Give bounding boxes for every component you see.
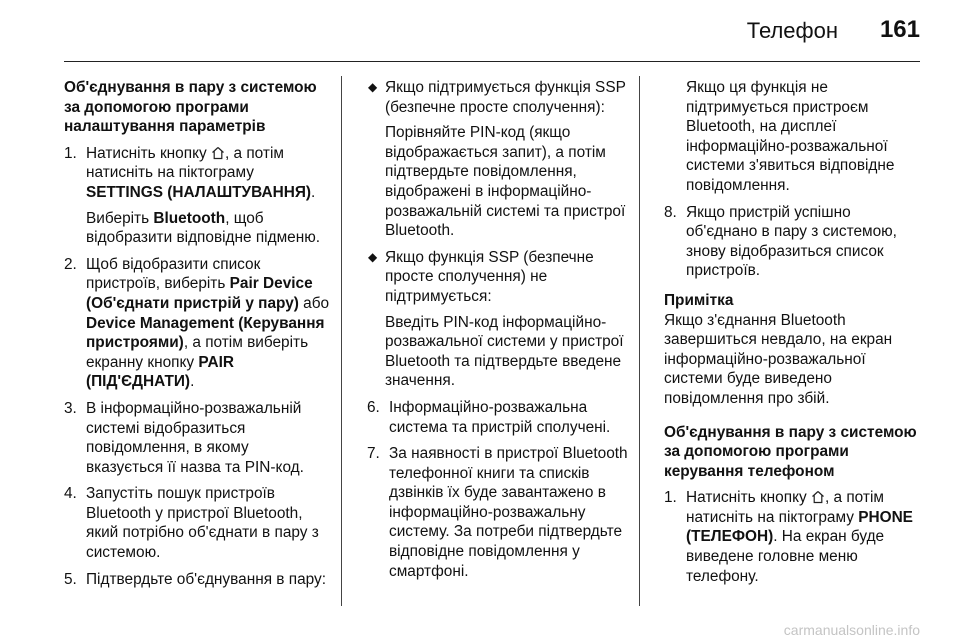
bullet-ssp-unsupported: [367, 248, 629, 391]
note-heading: Примітка: [664, 291, 734, 309]
section-heading-phone: Об'єднування в пару з системою за допомогою програми керування телефоном: [664, 423, 917, 480]
step-2: [64, 255, 330, 392]
step-text: Якщо пристрій успішно об'єднано в пару з системою, знову відобразиться список пристроїв.: [686, 203, 897, 280]
step-text: , а потім натисніть на піктограму: [686, 489, 884, 526]
step-text: В інформаційно-розважальній системі відобразиться повідомлення, в якому вказується її назва та PIN-код.: [86, 399, 304, 476]
step-text: Натисніть кнопку: [686, 489, 811, 507]
step-text: За наявності в пристрої Bluetooth телефонної книги та списків дзвінків їх буде завантажено в інформаційно-розважальну систему. За потреби підтвердьте відповідне повідомлення у смартфоні.: [389, 445, 628, 580]
column-3: [664, 78, 924, 586]
home-icon: [811, 490, 825, 504]
bullet-subtext: Порівняйте PIN-код (якщо відображається запит), а потім підтвердьте повідомлення, відображені в інформаційно-розважальній системі та пристрої Bluetooth.: [385, 124, 626, 240]
step-3: [64, 399, 330, 477]
bullet-ssp-supported: [367, 78, 629, 241]
step-1-sub: [86, 209, 330, 248]
step-1: [64, 144, 330, 248]
step-text: Натисніть кнопку: [86, 144, 211, 162]
step-number: 1.: [664, 489, 677, 507]
bullet-icon: ◆: [368, 249, 378, 264]
step-text: Запустіть пошук пристроїв Bluetooth у пристрої Bluetooth, який потрібно об'єднати в пару з системою.: [86, 485, 319, 562]
bullet-text: Якщо функція SSP (безпечне просте сполучення) не підтримується:: [385, 248, 594, 305]
column-2: [367, 78, 629, 581]
section-heading-settings: Об'єднування в пару з системою за допомогою програми налаштування параметрів: [64, 79, 317, 136]
settings-label: SETTINGS (НАЛАШТУВАННЯ): [86, 183, 312, 201]
step-text: , щоб відобразити відповідне підменю.: [86, 209, 321, 247]
device-management-label: Device Management (Керування пристроями): [86, 314, 325, 352]
step-text: Щоб відобразити список пристроїв, виберіть: [86, 255, 261, 293]
step-text: Інформаційно-розважальна система та пристрій сполучені.: [389, 398, 611, 436]
step-text: , а потім виберіть екранну кнопку: [86, 334, 309, 371]
column-1: [64, 78, 330, 589]
header-rule: [64, 61, 920, 62]
step-text: .: [311, 183, 316, 201]
watermark: carmanualsonline.info: [783, 622, 920, 638]
step-number: 2.: [64, 255, 77, 273]
phone-label: PHONE (ТЕЛЕФОН): [686, 508, 913, 546]
step-number: 8.: [664, 203, 677, 221]
step-text: Підтвердьте об'єднування в пару:: [86, 570, 327, 588]
note-box: [664, 291, 924, 409]
bullet-subtext: Введіть PIN-код інформаційно-розважальної системи у пристрої Bluetooth та підтвердьте введене значення.: [385, 313, 624, 390]
step-number: 7.: [367, 445, 380, 463]
step-4: [64, 484, 330, 562]
step-text: Виберіть: [86, 209, 154, 227]
page-title: Телефон: [746, 18, 838, 43]
bullet-icon: ◆: [368, 80, 378, 94]
page-header: [0, 0, 960, 62]
step-5: [64, 570, 330, 590]
bullet-text: Якщо підтримується функція SSP (безпечне просте сполучення):: [385, 79, 626, 116]
column-divider-1: [341, 76, 342, 606]
pair-label: PAIR (ПІД'ЄДНАТИ): [86, 353, 235, 391]
page-number: 161: [879, 16, 920, 43]
step-text: , а потім натисніть на піктограму: [86, 144, 284, 182]
note-body: Якщо з'єднання Bluetooth завершиться невдало, на екран інформаційно-розважальної системи буде виведено повідомлення про збій.: [664, 311, 893, 407]
pair-device-label: Pair Device (Об'єднати пристрій у пару): [86, 275, 313, 312]
home-icon: [211, 146, 225, 160]
step-8: [664, 203, 924, 281]
step-number: 6.: [367, 398, 380, 416]
step-number: 3.: [64, 399, 77, 417]
column-divider-2: [639, 76, 640, 606]
step-text: .: [190, 373, 195, 391]
step-6: [367, 398, 629, 437]
bluetooth-label: Bluetooth: [153, 209, 226, 227]
step-7: [367, 444, 629, 581]
step-number: 5.: [64, 570, 77, 588]
step-text: . На екран буде виведене головне меню телефону.: [686, 528, 885, 585]
step-number: 1.: [64, 144, 77, 162]
step-number: 4.: [64, 485, 77, 503]
step-phone-1: [664, 488, 924, 586]
step-text: або: [298, 294, 330, 312]
step-7-continued: Якщо ця функція не підтримується пристроєм Bluetooth, на дисплеї інформаційно-розважальної системи з'явиться відповідне повідомлення.: [686, 79, 895, 194]
